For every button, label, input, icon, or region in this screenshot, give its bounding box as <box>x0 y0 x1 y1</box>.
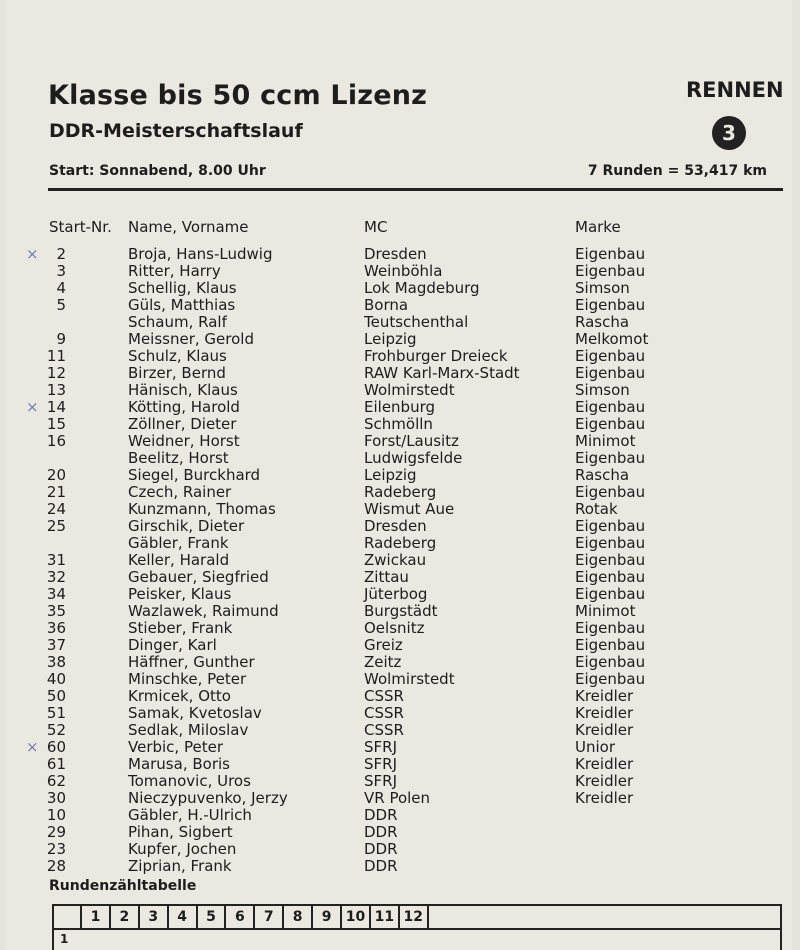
driver-name: Schulz, Klaus <box>128 347 227 365</box>
bike-make: Eigenbau <box>575 483 646 501</box>
bike-make: Kreidler <box>575 687 634 705</box>
bike-make: Kreidler <box>575 772 634 790</box>
start-number: 60 <box>46 738 66 756</box>
lap-header-cell: 1 <box>82 906 111 928</box>
driver-name: Birzer, Bernd <box>128 364 226 382</box>
lap-header-cell: 2 <box>111 906 140 928</box>
start-number: 12 <box>46 364 66 382</box>
start-number: 4 <box>56 279 66 297</box>
bike-make: Minimot <box>575 602 636 620</box>
driver-name: Nieczypuvenko, Jerzy <box>128 789 288 807</box>
bike-make: Eigenbau <box>575 364 646 382</box>
driver-name: Girschik, Dieter <box>128 517 245 535</box>
bike-make: Minimot <box>575 432 636 450</box>
start-number: 40 <box>46 670 66 688</box>
entry-row <box>6 671 800 688</box>
entry-row <box>6 518 800 535</box>
entry-row <box>6 382 800 399</box>
start-number: 3 <box>56 262 66 280</box>
club-name: Jüterbog <box>364 585 428 603</box>
driver-name: Verbic, Peter <box>128 738 223 756</box>
start-number: 32 <box>46 568 66 586</box>
club-name: SFRJ <box>364 738 397 756</box>
lap-header-cell: 10 <box>342 906 371 928</box>
lap-header-cell: 7 <box>255 906 284 928</box>
club-name: CSSR <box>364 721 404 739</box>
club-name: Forst/Lausitz <box>364 432 459 450</box>
club-name: VR Polen <box>364 789 431 807</box>
club-name: DDR <box>364 806 398 824</box>
entry-row <box>6 297 800 314</box>
column-marke: Marke <box>575 218 621 236</box>
entry-row <box>6 399 800 416</box>
bike-make: Eigenbau <box>575 398 646 416</box>
driver-name: Häffner, Gunther <box>128 653 255 671</box>
club-name: Ludwigsfelde <box>364 449 463 467</box>
start-number: 34 <box>46 585 66 603</box>
event-subtitle: DDR-Meisterschaftslauf <box>49 120 303 142</box>
club-name: SFRJ <box>364 772 397 790</box>
entry-row <box>6 467 800 484</box>
start-number: 24 <box>46 500 66 518</box>
header-divider <box>48 188 783 191</box>
bike-make: Unior <box>575 738 615 756</box>
club-name: Eilenburg <box>364 398 436 416</box>
entry-row <box>6 365 800 382</box>
driver-name: Schellig, Klaus <box>128 279 237 297</box>
bike-make: Eigenbau <box>575 517 646 535</box>
entry-row <box>6 620 800 637</box>
club-name: Dresden <box>364 245 427 263</box>
entry-row <box>6 654 800 671</box>
driver-name: Güls, Matthias <box>128 296 236 314</box>
start-number: 13 <box>46 381 66 399</box>
club-name: Greiz <box>364 636 403 654</box>
entry-row <box>6 858 800 875</box>
entry-row <box>6 280 800 297</box>
entry-row <box>6 501 800 518</box>
driver-name: Stieber, Frank <box>128 619 233 637</box>
driver-name: Minschke, Peter <box>128 670 247 688</box>
driver-name: Krmicek, Otto <box>128 687 231 705</box>
entry-row <box>6 739 800 756</box>
driver-name: Schaum, Ralf <box>128 313 227 331</box>
entry-row <box>6 484 800 501</box>
entry-row <box>6 807 800 824</box>
start-number: 11 <box>46 347 66 365</box>
start-number: 20 <box>46 466 66 484</box>
lap-header-cell: 4 <box>169 906 198 928</box>
club-name: Radeberg <box>364 534 437 552</box>
driver-name: Sedlak, Miloslav <box>128 721 249 739</box>
entry-row <box>6 586 800 603</box>
bike-make: Simson <box>575 381 630 399</box>
bike-make: Kreidler <box>575 721 634 739</box>
club-name: Frohburger Dreieck <box>364 347 508 365</box>
driver-name: Peisker, Klaus <box>128 585 232 603</box>
start-number: 14 <box>46 398 66 416</box>
club-name: Radeberg <box>364 483 437 501</box>
club-name: Borna <box>364 296 409 314</box>
club-name: Leipzig <box>364 330 417 348</box>
bike-make: Rascha <box>575 466 630 484</box>
driver-name: Samak, Kvetoslav <box>128 704 262 722</box>
club-name: Zeitz <box>364 653 402 671</box>
driver-name: Beelitz, Horst <box>128 449 229 467</box>
start-number: 15 <box>46 415 66 433</box>
entry-row <box>6 603 800 620</box>
entry-row <box>6 790 800 807</box>
entry-row <box>6 433 800 450</box>
bike-make: Eigenbau <box>575 619 646 637</box>
driver-name: Ziprian, Frank <box>128 857 232 875</box>
lap-header-cell: 8 <box>284 906 313 928</box>
club-name: CSSR <box>364 704 404 722</box>
club-name: Oelsnitz <box>364 619 425 637</box>
start-number: 38 <box>46 653 66 671</box>
club-name: Zwickau <box>364 551 427 569</box>
entry-row <box>6 246 800 263</box>
club-name: DDR <box>364 857 398 875</box>
entry-row <box>6 552 800 569</box>
pen-mark-icon: × <box>26 398 39 416</box>
driver-name: Broja, Hans-Ludwig <box>128 245 273 263</box>
bike-make: Kreidler <box>575 704 634 722</box>
club-name: Weinböhla <box>364 262 443 280</box>
start-number: 52 <box>46 721 66 739</box>
bike-make: Rotak <box>575 500 618 518</box>
driver-name: Pihan, Sigbert <box>128 823 233 841</box>
lap-header-cell: 3 <box>140 906 169 928</box>
driver-name: Tomanovic, Uros <box>128 772 251 790</box>
club-name: Teutschenthal <box>364 313 469 331</box>
race-number-badge: 3 <box>712 116 746 150</box>
lap-header-cell: 5 <box>198 906 227 928</box>
club-name: Zittau <box>364 568 409 586</box>
lap-distance: 7 Runden = 53,417 km <box>587 163 767 179</box>
driver-name: Kunzmann, Thomas <box>128 500 276 518</box>
start-number: 16 <box>46 432 66 450</box>
pen-mark-icon: × <box>26 738 39 756</box>
start-number: 31 <box>46 551 66 569</box>
lap-table-title: Rundenzähltabelle <box>49 878 197 894</box>
bike-make: Eigenbau <box>575 347 646 365</box>
club-name: Wolmirstedt <box>364 381 455 399</box>
start-number: 37 <box>46 636 66 654</box>
bike-make: Eigenbau <box>575 534 646 552</box>
driver-name: Wazlawek, Raimund <box>128 602 279 620</box>
club-name: DDR <box>364 823 398 841</box>
bike-make: Rascha <box>575 313 630 331</box>
driver-name: Keller, Harald <box>128 551 230 569</box>
bike-make: Eigenbau <box>575 585 646 603</box>
bike-make: Eigenbau <box>575 296 646 314</box>
bike-make: Eigenbau <box>575 653 646 671</box>
bike-make: Kreidler <box>575 789 634 807</box>
start-number: 29 <box>46 823 66 841</box>
club-name: Leipzig <box>364 466 417 484</box>
entry-row <box>6 450 800 467</box>
driver-name: Gäbler, Frank <box>128 534 229 552</box>
start-number: 10 <box>46 806 66 824</box>
start-number: 51 <box>46 704 66 722</box>
entry-row <box>6 416 800 433</box>
lap-header-cell: 11 <box>371 906 400 928</box>
entry-row <box>6 722 800 739</box>
driver-name: Hänisch, Klaus <box>128 381 238 399</box>
driver-name: Ritter, Harry <box>128 262 221 280</box>
lap-header-cell: 12 <box>400 906 429 928</box>
start-time: Start: Sonnabend, 8.00 Uhr <box>49 163 266 179</box>
driver-name: Siegel, Burckhard <box>128 466 261 484</box>
start-number: 35 <box>46 602 66 620</box>
start-number: 2 <box>56 245 66 263</box>
lap-header-cell: 9 <box>313 906 342 928</box>
bike-make: Eigenbau <box>575 262 646 280</box>
lap-table-header <box>54 906 780 930</box>
program-page <box>6 0 792 950</box>
club-name: Schmölln <box>364 415 433 433</box>
start-number: 23 <box>46 840 66 858</box>
class-title: Klasse bis 50 ccm Lizenz <box>48 80 428 111</box>
club-name: Wismut Aue <box>364 500 455 518</box>
lap-header-cell <box>54 906 82 928</box>
driver-name: Kupfer, Jochen <box>128 840 237 858</box>
entry-row <box>6 637 800 654</box>
bike-make: Eigenbau <box>575 568 646 586</box>
column-name: Name, Vorname <box>128 218 249 236</box>
bike-make: Simson <box>575 279 630 297</box>
start-number: 30 <box>46 789 66 807</box>
column-start-nr: Start-Nr. <box>49 218 112 236</box>
bike-make: Melkomot <box>575 330 649 348</box>
driver-name: Marusa, Boris <box>128 755 230 773</box>
lap-header-cell: 6 <box>226 906 255 928</box>
club-name: Wolmirstedt <box>364 670 455 688</box>
start-number: 36 <box>46 619 66 637</box>
driver-name: Gäbler, H.-Ulrich <box>128 806 252 824</box>
start-number: 5 <box>56 296 66 314</box>
entry-row <box>6 331 800 348</box>
start-number: 28 <box>46 857 66 875</box>
bike-make: Eigenbau <box>575 636 646 654</box>
start-number: 9 <box>56 330 66 348</box>
lap-row-label: 1 <box>60 932 69 946</box>
start-number: 25 <box>46 517 66 535</box>
entry-row <box>6 773 800 790</box>
entry-row <box>6 688 800 705</box>
bike-make: Kreidler <box>575 755 634 773</box>
lap-count-table <box>52 904 782 950</box>
start-number: 62 <box>46 772 66 790</box>
club-name: CSSR <box>364 687 404 705</box>
driver-name: Dinger, Karl <box>128 636 217 654</box>
entry-row <box>6 314 800 331</box>
bike-make: Eigenbau <box>575 245 646 263</box>
entry-row <box>6 535 800 552</box>
entry-row <box>6 348 800 365</box>
entry-row <box>6 705 800 722</box>
entry-row <box>6 824 800 841</box>
entry-row <box>6 263 800 280</box>
club-name: RAW Karl-Marx-Stadt <box>364 364 520 382</box>
start-number: 61 <box>46 755 66 773</box>
entry-row <box>6 569 800 586</box>
club-name: SFRJ <box>364 755 397 773</box>
column-mc: MC <box>364 218 388 236</box>
driver-name: Kötting, Harold <box>128 398 240 416</box>
bike-make: Eigenbau <box>575 449 646 467</box>
bike-make: Eigenbau <box>575 415 646 433</box>
driver-name: Meissner, Gerold <box>128 330 254 348</box>
entry-row <box>6 756 800 773</box>
driver-name: Weidner, Horst <box>128 432 240 450</box>
pen-mark-icon: × <box>26 245 39 263</box>
driver-name: Gebauer, Siegfried <box>128 568 269 586</box>
club-name: Burgstädt <box>364 602 438 620</box>
club-name: DDR <box>364 840 398 858</box>
start-number: 50 <box>46 687 66 705</box>
bike-make: Eigenbau <box>575 670 646 688</box>
driver-name: Zöllner, Dieter <box>128 415 237 433</box>
start-number: 21 <box>46 483 66 501</box>
bike-make: Eigenbau <box>575 551 646 569</box>
race-label: RENNEN <box>686 78 784 102</box>
entry-row <box>6 841 800 858</box>
club-name: Lok Magdeburg <box>364 279 480 297</box>
club-name: Dresden <box>364 517 427 535</box>
driver-name: Czech, Rainer <box>128 483 232 501</box>
